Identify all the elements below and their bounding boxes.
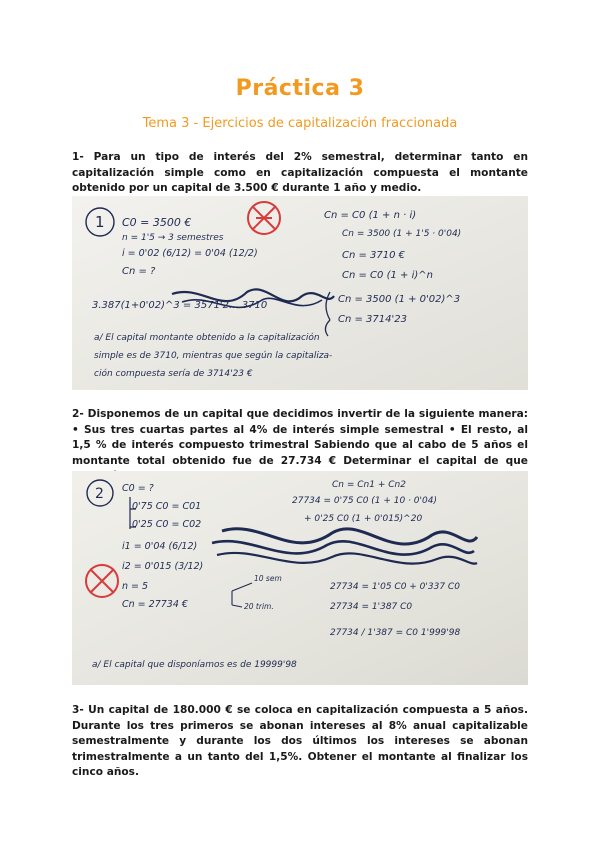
svg-text:2: 2	[95, 486, 104, 502]
hw2-left-4: i1 = 0'04 (6/12)	[122, 541, 198, 552]
exercise-3-text: 3- Un capital de 180.000 € se coloca en capitalización compuesta a 5 años. Durante los tres primeros se abonan intereses al 8% anual capitalizable semestralmente y durante los dos últimos los intereses se abonan trimestralmente a un tanto del 1,5%. Obtener el montante al finalizar los cinco años.	[72, 704, 528, 778]
hw2-right-3: + 0'25 C0 (1 + 0'015)^20	[304, 514, 423, 524]
hw2-branch-2: 20 trim.	[244, 602, 274, 611]
hw-conclusion-2: simple es de 3710, mientras que según la capitaliza-	[94, 351, 333, 361]
exercise-2-text: 2- Disponemos de un capital que decidimos invertir de la siguiente manera: • Sus tres cuartas partes al 4% de interés simple semestral • El resto, al 1,5 % de interés compuesto trimestral Sabiendo que al cabo de 5 años el montante total obtenido fue de 27.734 € Determinar el capital de que	[72, 408, 528, 467]
hw-left-3: i = 0'02 (6/12) = 0'04 (12/2)	[122, 248, 258, 259]
hw2-left-2: 0'75 C0 = C01	[132, 501, 202, 512]
page-subtitle: Tema 3 - Ejercicios de capitalización fraccionada	[142, 116, 458, 131]
exercise-2-photo	[72, 471, 528, 685]
hw2-branch-1: 10 sem	[254, 574, 282, 583]
hw2-left-3: 0'25 C0 = C02	[132, 519, 202, 530]
hw-right-4: Cn = C0 (1 + i)^n	[342, 270, 433, 281]
hw2-conclusion: a/ El capital que disponíamos es de 19999'98	[92, 660, 297, 670]
page-title: Práctica 3	[235, 76, 365, 101]
exercise-1-text: 1- Para un tipo de interés del 2% semestral, determinar tanto en capitalización simple como en capitalización compuesta el montante obtenido por un capital de 3.500 € durante 1 año y medio.	[72, 151, 528, 194]
hw-left-1: C0 = 3500 €	[122, 216, 192, 229]
hw2-right-1: Cn = Cn1 + Cn2	[332, 480, 406, 490]
hw2-left-5: i2 = 0'015 (3/12)	[122, 561, 204, 572]
hw-left-4: Cn = ?	[122, 266, 156, 277]
exercise-1-photo	[72, 196, 528, 390]
hw-conclusion-3: ción compuesta sería de 3714'23 €	[94, 369, 253, 379]
hw2-left-6: n = 5	[122, 581, 149, 592]
hw2-left-1: C0 = ?	[122, 483, 154, 494]
hw2-right-6: 27734 / 1'387 = C0 1'999'98	[330, 628, 461, 638]
hw-right-6: Cn = 3714'23	[338, 314, 407, 325]
hw-right-1: Cn = C0 (1 + n · i)	[324, 210, 417, 221]
hw2-right-4: 27734 = 1'05 C0 + 0'337 C0	[330, 582, 460, 592]
hw-right-5: Cn = 3500 (1 + 0'02)^3	[338, 294, 461, 305]
hw-conclusion-1: a/ El capital montante obtenido a la capitalización	[94, 333, 320, 343]
hw2-right-5: 27734 = 1'387 C0	[330, 602, 413, 612]
hw2-right-2: 27734 = 0'75 C0 (1 + 10 · 0'04)	[292, 496, 437, 506]
hw-right-3: Cn = 3710 €	[342, 250, 406, 261]
hw-left-2: n = 1'5 → 3 semestres	[122, 233, 224, 243]
hw2-left-7: Cn = 27734 €	[122, 599, 188, 610]
svg-text:1: 1	[95, 213, 105, 231]
svg-text:3.387(1+0'02)^3 = 3571'2... 37: 3.387(1+0'02)^3 = 3571'2... 3710	[92, 300, 268, 311]
hw-right-2: Cn = 3500 (1 + 1'5 · 0'04)	[342, 229, 462, 239]
